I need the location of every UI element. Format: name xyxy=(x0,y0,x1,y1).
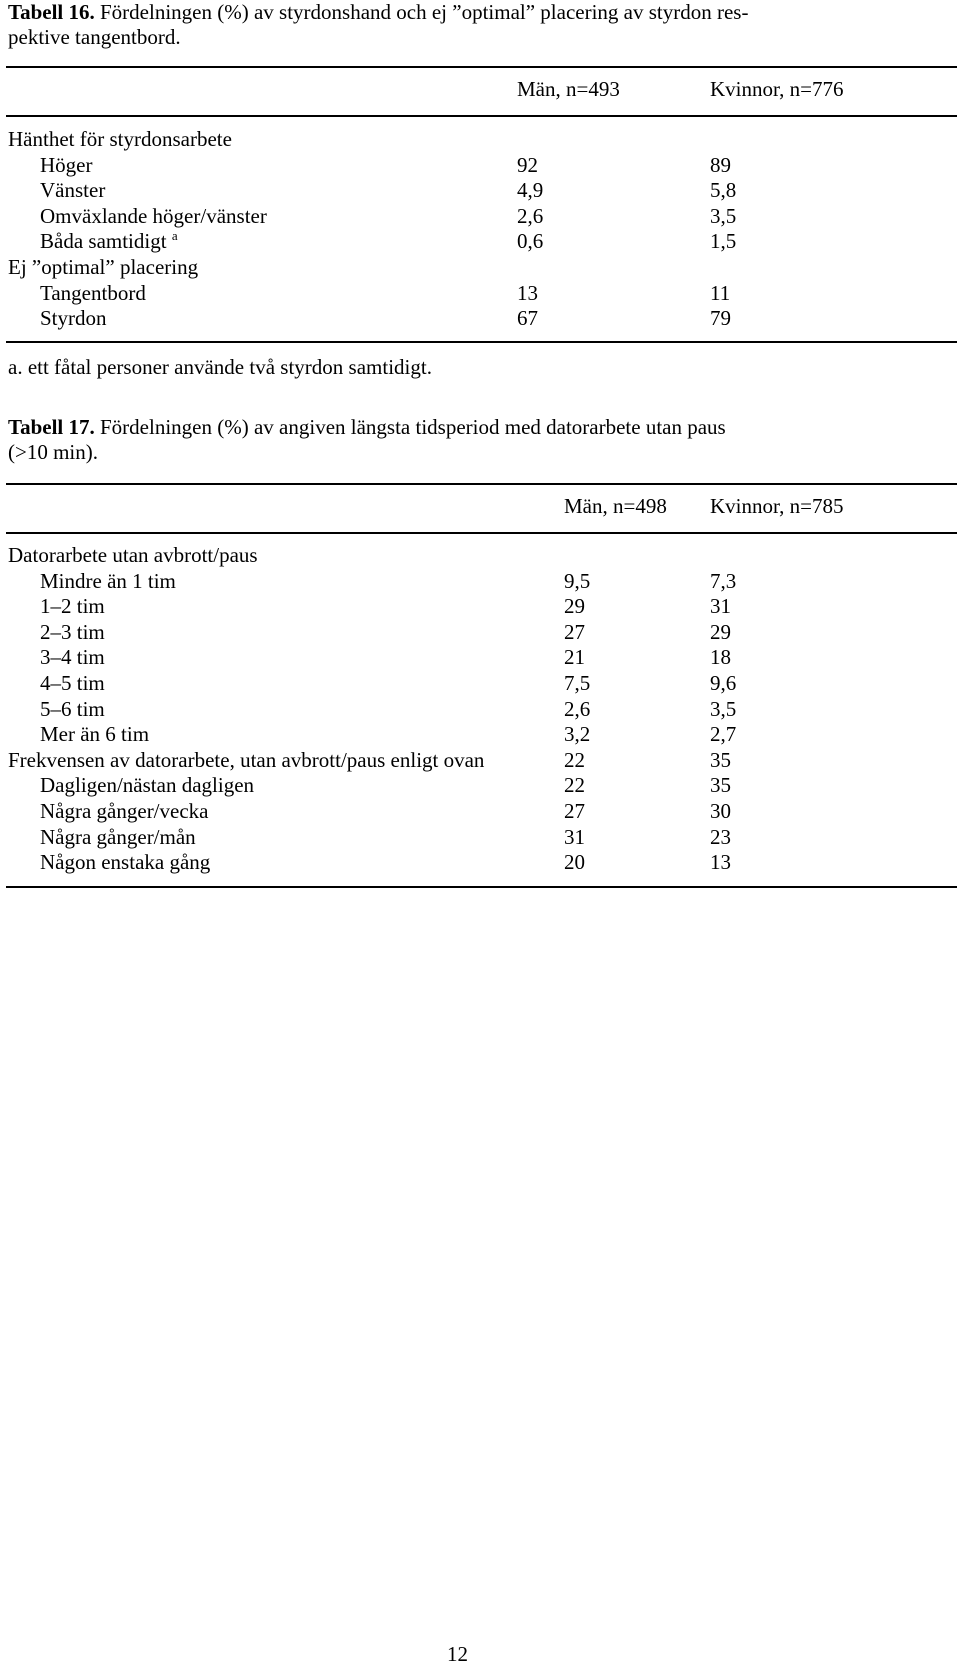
table16-row-label-text: Vänster xyxy=(40,178,106,203)
table17-cell-women: 3,5 xyxy=(710,696,737,721)
table16-cell-men: 4,9 xyxy=(517,178,544,203)
table17-cell-men: 22 xyxy=(564,773,585,798)
table17-row-label xyxy=(40,697,105,722)
table17-cell-women: 35 xyxy=(710,747,731,772)
table17-label: Tabell 17. xyxy=(8,415,95,439)
table17-cell-men: 27 xyxy=(564,619,585,644)
table17-cell-men: 21 xyxy=(564,645,585,670)
table16-cell-men: 0,6 xyxy=(517,229,544,254)
table17-cell-men: 22 xyxy=(564,747,585,772)
table17-row-label-text: Mindre än 1 tim xyxy=(40,568,176,593)
table17-cell-women: 7,3 xyxy=(710,568,737,593)
table16-caption xyxy=(8,0,908,50)
table16-top-rule xyxy=(6,66,957,68)
table17-row-label xyxy=(40,722,149,747)
table17-row-label-text: Mer än 6 tim xyxy=(40,722,150,747)
table17-row-label-text: Datorarbete utan avbrott/paus xyxy=(8,543,258,567)
table17-row-label xyxy=(40,645,105,670)
table17-header-men: Män, n=498 xyxy=(564,494,667,518)
table16-row-label-text: Omväxlande höger/vänster xyxy=(40,203,267,228)
table16-row-label xyxy=(40,178,105,203)
table16-header-men: Män, n=493 xyxy=(517,77,620,101)
table17-cell-women: 29 xyxy=(710,619,731,644)
table16-bottom-rule xyxy=(6,341,957,343)
table17-cell-men: 27 xyxy=(564,799,585,823)
table17-row-label-text: Frekvensen av datorarbete, utan avbrott/paus enligt ovan xyxy=(8,747,485,772)
table16-cell-women: 3,5 xyxy=(710,203,737,228)
table16-caption-line2: pektive tangentbord. xyxy=(8,25,181,49)
table16-cell-men: 92 xyxy=(517,152,538,177)
table17-header-women: Kvinnor, n=785 xyxy=(710,494,844,518)
table17-bottom-rule xyxy=(6,886,957,888)
table16-cell-women: 89 xyxy=(710,152,731,177)
table16-row-label-text: Styrdon xyxy=(40,306,107,331)
table17-row-label-text: Några gånger/vecka xyxy=(40,799,209,823)
table16-row-label xyxy=(40,153,92,178)
table17-row-label-text: Dagligen/nästan dagligen xyxy=(40,773,255,798)
table16-cell-women: 1,5 xyxy=(710,229,737,254)
table16-cell-men: 13 xyxy=(517,280,538,305)
table16-row-label xyxy=(40,229,178,254)
table17-cell-men: 3,2 xyxy=(564,722,591,747)
table17-cell-women: 18 xyxy=(710,645,731,670)
table16-row-label-text: Ej ”optimal” placering xyxy=(8,255,199,279)
table17-cell-men: 29 xyxy=(564,594,585,619)
table16-row-label xyxy=(40,281,146,306)
table17-cell-women: 23 xyxy=(710,824,731,849)
table17-row-label-text: 3–4 tim xyxy=(40,645,105,670)
table16-cell-men: 2,6 xyxy=(517,203,544,228)
table17-row-label-text: 4–5 tim xyxy=(40,671,105,695)
table16-cell-women: 5,8 xyxy=(710,178,737,203)
table16-row-label xyxy=(40,306,107,331)
table17-row-label xyxy=(40,594,105,619)
table16-row-label xyxy=(8,127,232,152)
table16-row-label-text: Höger xyxy=(40,152,93,177)
page-number: 12 xyxy=(447,1642,468,1666)
table16-cell-women: 11 xyxy=(710,280,731,305)
table17-cell-men: 31 xyxy=(564,824,585,849)
table17-row-label-text: 1–2 tim xyxy=(40,594,105,619)
table17-cell-women: 31 xyxy=(710,594,731,619)
table16-cell-men: 67 xyxy=(517,306,538,331)
table16-row-label-text: Tangentbord xyxy=(40,280,146,305)
table17-cell-women: 2,7 xyxy=(710,722,737,747)
table16-row-label-text: Hänthet för styrdonsarbete xyxy=(8,127,232,151)
table17-row-label-text: 5–6 tim xyxy=(40,696,105,721)
table17-top-rule xyxy=(6,483,957,485)
table17-row-label xyxy=(40,620,105,645)
table17-cell-women: 35 xyxy=(710,773,731,798)
table17-row-label xyxy=(40,569,176,594)
table17-caption-line1: Fördelningen (%) av angiven längsta tidsperiod med datorarbete utan paus xyxy=(94,415,726,439)
table17-row-label xyxy=(8,543,258,568)
table17-cell-women: 9,6 xyxy=(710,671,737,695)
table16-footnote-marker: a xyxy=(171,228,178,244)
table16-header-women: Kvinnor, n=776 xyxy=(710,77,844,101)
table17-row-label xyxy=(40,825,196,850)
table17-row-label xyxy=(40,799,208,824)
table17-caption xyxy=(8,415,908,465)
table17-row-label-text: Någon enstaka gång xyxy=(40,850,211,875)
table17-cell-men: 9,5 xyxy=(564,568,591,593)
table16-cell-women: 79 xyxy=(710,306,731,331)
table17-row-label xyxy=(40,773,254,798)
table17-row-label-text: 2–3 tim xyxy=(40,619,105,644)
table17-cell-women: 13 xyxy=(710,850,731,875)
table17-row-label xyxy=(8,748,484,773)
table17-row-label-text: Några gånger/mån xyxy=(40,824,196,849)
table16-row-label-text: Båda samtidigt xyxy=(40,229,167,254)
table17-caption-line2: (>10 min). xyxy=(8,440,98,464)
table16-row-label xyxy=(8,255,198,280)
table16-row-label xyxy=(40,204,267,229)
table16-footnote: a. ett fåtal personer använde två styrdon samtidigt. xyxy=(8,355,432,379)
table16-caption-line1: Fördelningen (%) av styrdonshand och ej ”optimal” placering av styrdon res- xyxy=(94,0,749,24)
table17-row-label xyxy=(40,850,210,875)
table17-cell-men: 7,5 xyxy=(564,671,591,695)
table16-header-rule xyxy=(6,115,957,117)
table16-label: Tabell 16. xyxy=(8,0,95,24)
table17-row-label xyxy=(40,671,105,696)
table17-cell-men: 2,6 xyxy=(564,696,591,721)
table17-header-rule xyxy=(6,532,957,534)
table17-cell-women: 30 xyxy=(710,799,731,823)
table17-cell-men: 20 xyxy=(564,850,585,875)
